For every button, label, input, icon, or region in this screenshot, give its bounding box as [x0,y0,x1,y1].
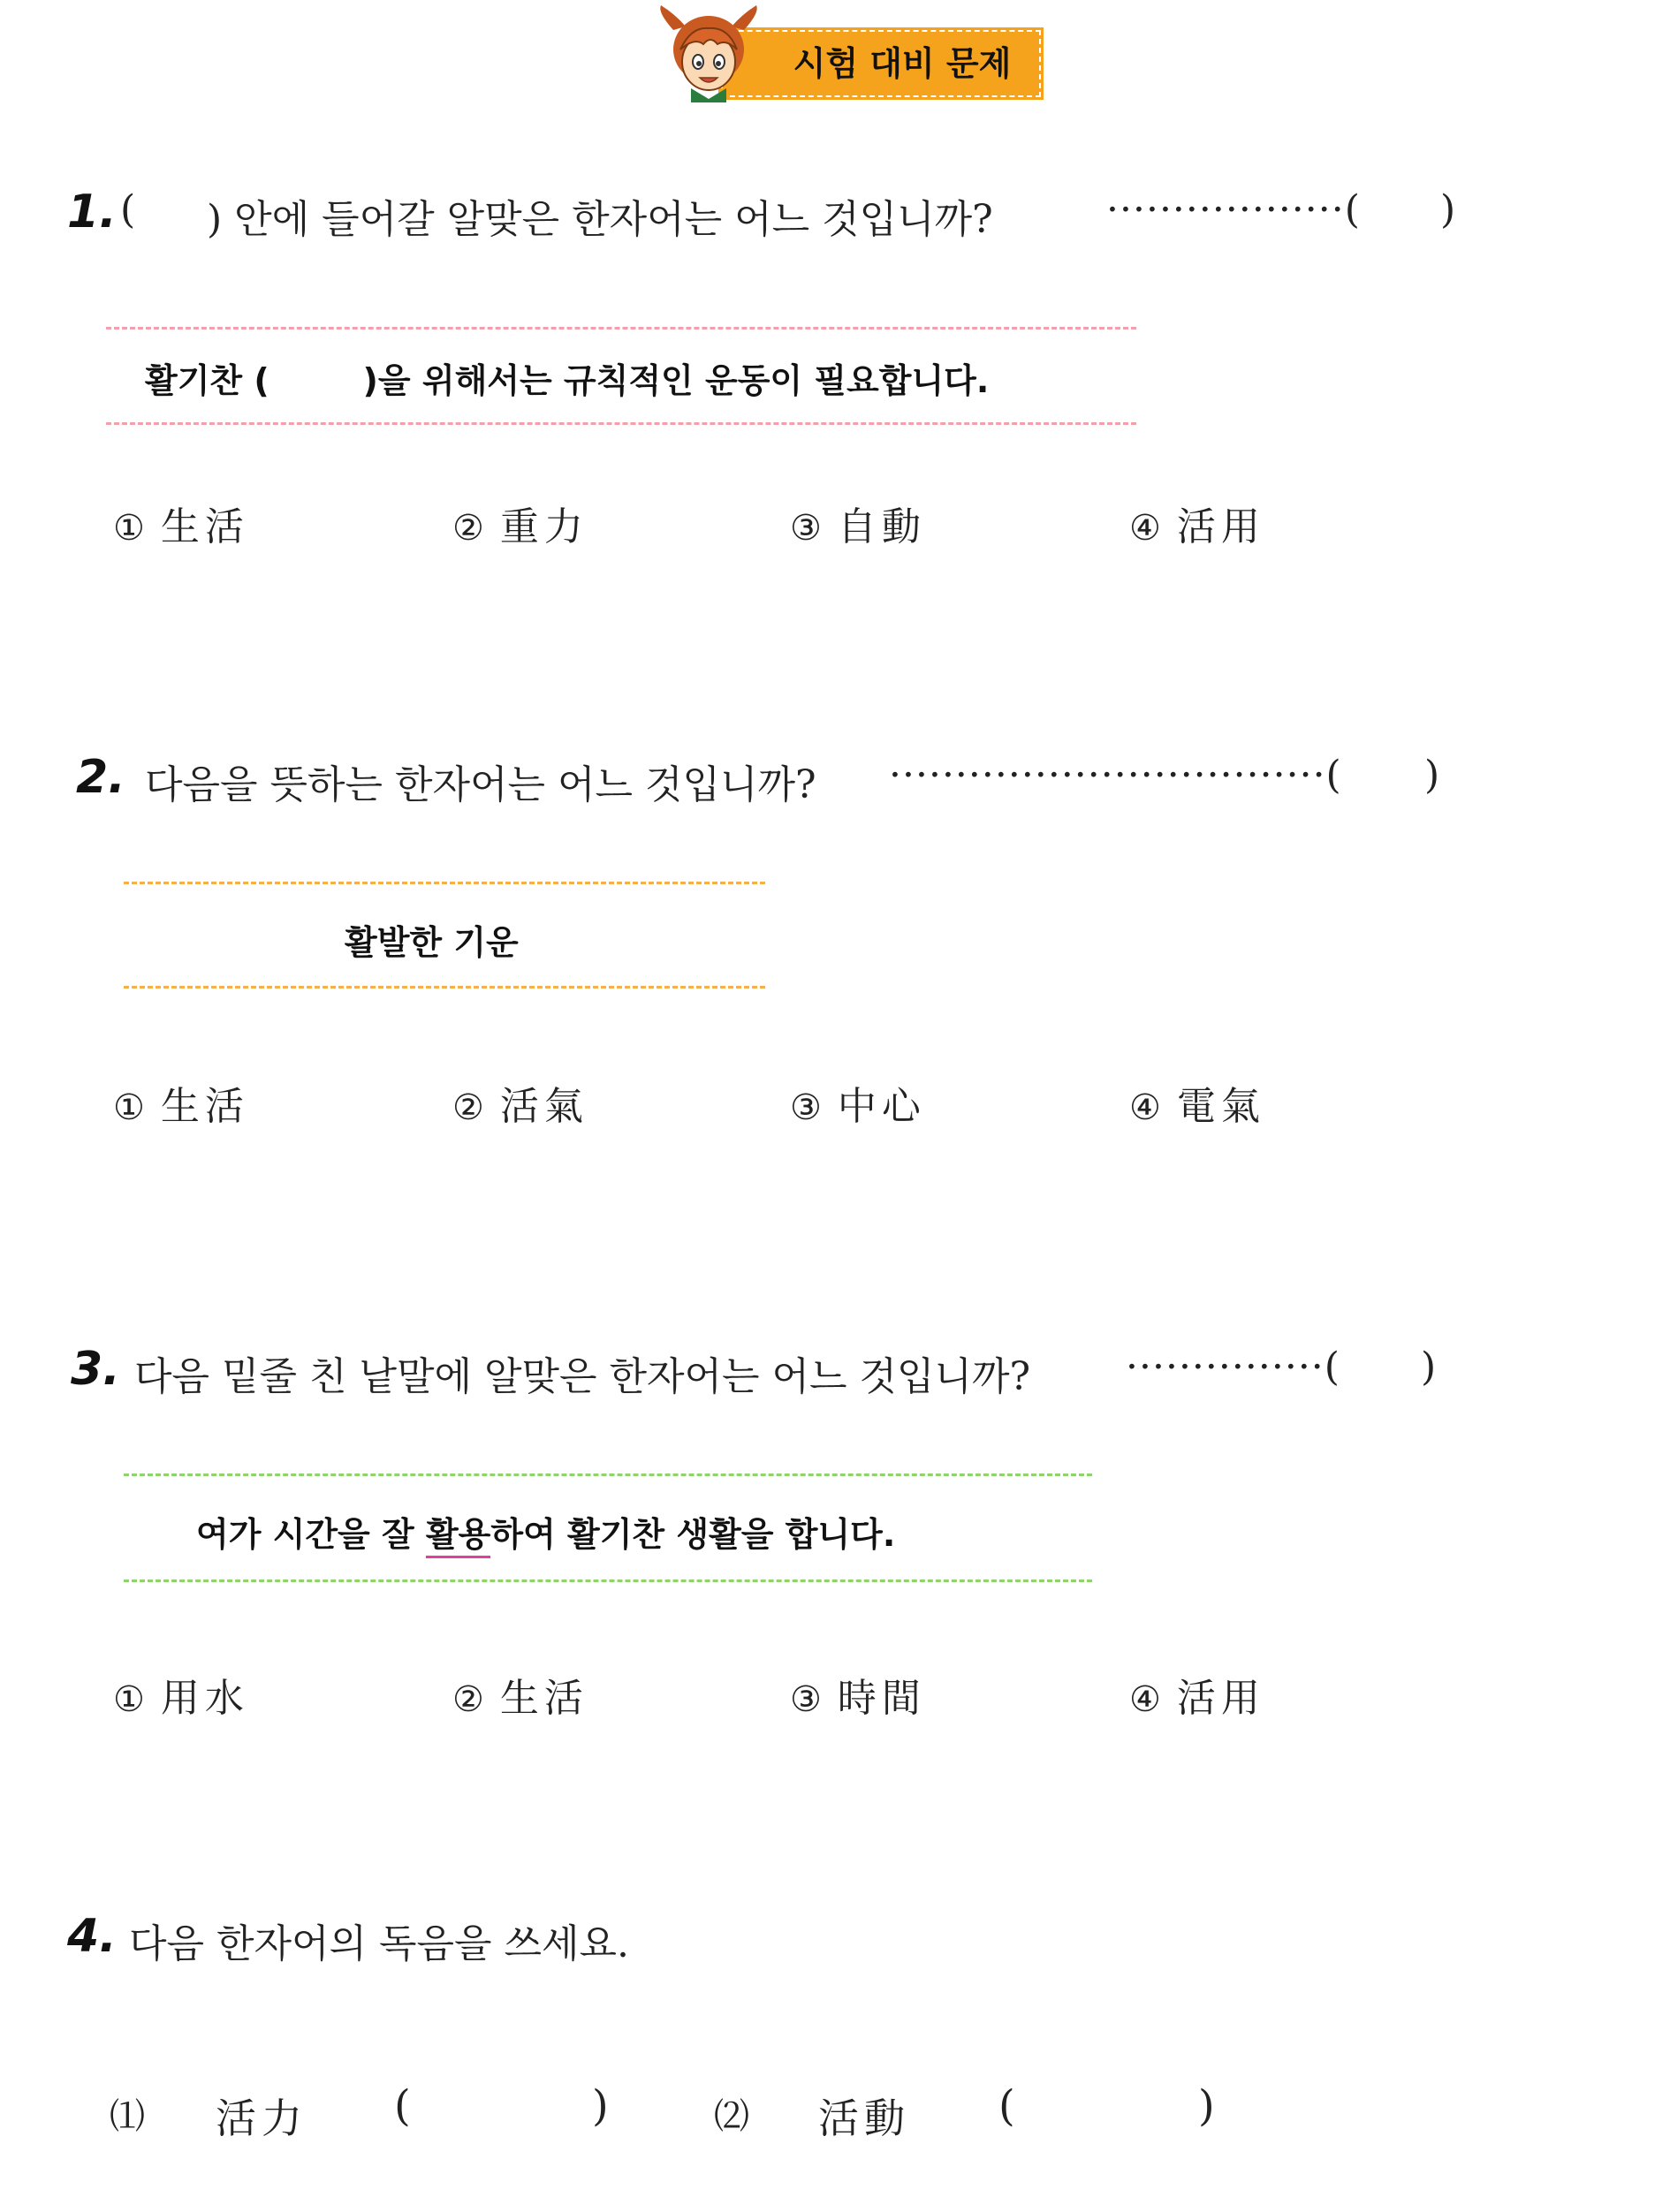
q4-item-1-open-paren: ( [394,2081,411,2131]
choice-number: ① [113,1679,145,1720]
q1-number: 1. [67,186,117,239]
choice-number: ② [452,508,484,549]
choice-number: ④ [1129,1679,1161,1720]
choice-number: ④ [1129,508,1161,549]
choice-hanja: 時間 [837,1676,926,1721]
q3-underlined-word: 활용 [426,1515,490,1558]
q1-choice-2[interactable] [452,495,588,551]
q4-item-2-number: ⑵ [714,2096,749,2137]
q3-number: 3. [71,1343,120,1396]
q4-item-1-hanja: 活力 [216,2095,307,2142]
q3-choice-4[interactable] [1129,1666,1265,1723]
q1-box-bottom-line [106,422,1136,425]
choice-number: ③ [790,1087,822,1128]
q2-box-bottom-line [124,986,765,989]
choice-hanja: 活用 [1176,1676,1265,1721]
q4-question-text: 다음 한자어의 독음을 쓰세요. [129,1921,629,1966]
q4-item-1-number: ⑴ [110,2096,145,2137]
q4-item-2-hanja: 活動 [818,2095,910,2142]
mascot-girl-icon [656,4,762,102]
choice-hanja: 活用 [1176,504,1265,549]
q2-answer-dots: ·································( [889,753,1342,798]
q2-answer-close: ) [1424,753,1440,798]
q1-box-top-line [106,327,1136,330]
q3-sentence [196,1507,895,1556]
choice-hanja: 活氣 [499,1084,588,1129]
q2-choice-4[interactable] [1129,1074,1265,1131]
q3-choice-1[interactable] [113,1666,249,1723]
q2-choice-2[interactable] [452,1074,588,1131]
q2-box-top-line [124,882,765,884]
q3-answer-close: ) [1421,1345,1437,1390]
choice-number: ② [452,1087,484,1128]
q2-number: 2. [76,751,125,804]
choice-hanja: 自動 [837,504,926,549]
header-title: 시험 대비 문제 [793,44,1012,83]
choice-number: ③ [790,1679,822,1720]
choice-hanja: 生活 [160,504,249,549]
q3-choice-2[interactable] [452,1666,588,1723]
choice-number: ④ [1129,1087,1161,1128]
q3-sentence-pre: 여가 시간을 잘 [196,1515,426,1554]
choice-hanja: 生活 [499,1676,588,1721]
q4-item-2-close-paren: ) [1198,2081,1215,2131]
q1-choice-1[interactable] [113,495,249,551]
q2-sentence: 활발한 기운 [345,923,519,962]
q3-sentence-post: 하여 활기찬 생활을 합니다. [490,1515,896,1554]
choice-hanja: 中心 [837,1084,926,1129]
q4-item-1-close-paren: ) [592,2081,609,2131]
q2-choice-3[interactable] [790,1074,926,1131]
choice-hanja: 用水 [160,1676,249,1721]
q3-question-text: 다음 밑줄 친 낱말에 알맞은 한자어는 어느 것입니까? [134,1354,1031,1399]
choice-hanja: 電氣 [1176,1084,1265,1129]
choice-number: ② [452,1679,484,1720]
q1-choice-4[interactable] [1129,495,1265,551]
q1-sentence: 활기찬 ( )을 위해서는 규칙적인 운동이 필요합니다. [145,361,990,400]
q2-choice-1[interactable] [113,1074,249,1131]
choice-hanja: 重力 [499,504,588,549]
q1-answer-close: ) [1440,187,1456,232]
q3-box-bottom-line [124,1579,1092,1582]
q1-question-text: ) 안에 들어갈 알맞은 한자어는 어느 것입니까? [207,197,993,242]
choice-number: ③ [790,508,822,549]
q2-question-text: 다음을 뜻하는 한자어는 어느 것입니까? [145,762,816,807]
choice-number: ① [113,508,145,549]
q1-choice-3[interactable] [790,495,926,551]
choice-number: ① [113,1087,145,1128]
q4-number: 4. [67,1910,117,1963]
q4-item-2-open-paren: ( [998,2081,1015,2131]
choice-hanja: 生活 [160,1084,249,1129]
q3-box-top-line [124,1473,1092,1476]
q1-answer-dots: ··················( [1106,187,1361,232]
q1-open-paren: ( [120,187,136,232]
q3-choice-3[interactable] [790,1666,926,1723]
q3-answer-dots: ···············( [1126,1345,1340,1390]
